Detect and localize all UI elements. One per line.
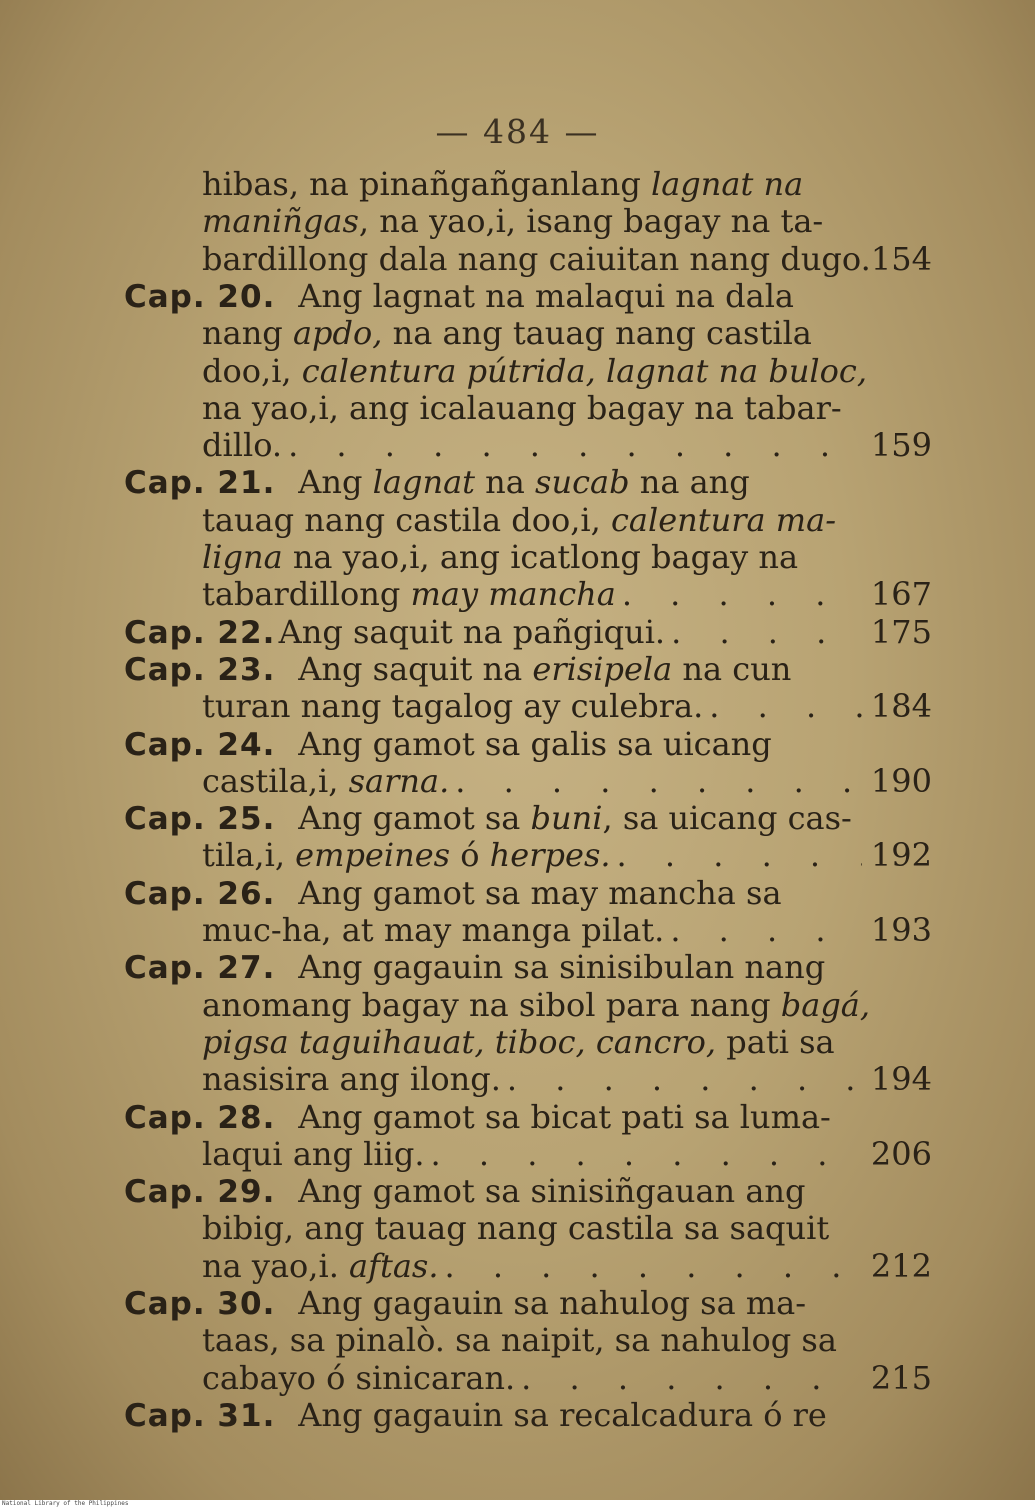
entry-text (202, 836, 611, 874)
chapter-label: Cap. 29. (124, 1174, 276, 1211)
toc-line (202, 985, 871, 1024)
entry-text (202, 1247, 438, 1285)
entry-text (202, 911, 664, 949)
italic-term: ligna (202, 538, 283, 576)
entry-text (202, 762, 449, 800)
toc-line (202, 1060, 862, 1098)
toc-line (202, 426, 862, 464)
entry-text-part: Ang gamot sa galis sa uicang (298, 724, 772, 763)
entry-text (298, 874, 862, 912)
toc-line (124, 1396, 862, 1434)
page-reference: 190 (870, 761, 932, 800)
entry-text-part: nasisira ang ilong. (202, 1060, 501, 1099)
italic-term: calentura ma- (611, 500, 837, 539)
entry-text-part: Ang lagnat na malaqui na dala (298, 276, 794, 315)
italic-term: pigsa taguihauat, tiboc, cancro, (202, 1022, 717, 1061)
toc-line (202, 687, 862, 725)
chapter-label: Cap. 21. (124, 465, 276, 502)
entry-text-part: Ang saquit na (298, 649, 533, 688)
entry-text-part: muc-ha, at may manga pilat. (202, 911, 665, 949)
toc-line (202, 501, 862, 539)
entry-text-part: , na yao,i, isang bagay na ta- (358, 202, 824, 241)
toc-line (124, 1172, 862, 1210)
entry-text-part: tabardillong (202, 575, 411, 614)
entry-text (298, 799, 862, 837)
toc-line (202, 165, 862, 203)
library-footer: National Library of the Philippines (0, 1500, 1035, 1508)
italic-term: sucab (535, 463, 630, 502)
italic-term: calentura pútrida, lagnat na buloc, (301, 351, 868, 390)
entry-text-part: Ang gamot sa (298, 799, 531, 838)
entry-text (202, 985, 871, 1024)
entry-text-part: na cun (672, 649, 792, 688)
entry-text-part: anomang bagay na sibol para nang (202, 985, 781, 1024)
italic-term: buni (530, 799, 603, 838)
italic-term: sarna. (348, 761, 450, 800)
toc-line (202, 762, 862, 800)
entry-text (298, 725, 862, 763)
entry-text (202, 165, 862, 203)
entry-text (298, 948, 862, 986)
entry-text-part: , sa uicang cas- (602, 799, 852, 838)
page-reference: 212 (870, 1246, 932, 1285)
entry-text-part: turan nang tagalog ay culebra. (202, 687, 704, 726)
toc-line (202, 1135, 862, 1173)
entry-text-part: pati sa (716, 1022, 835, 1061)
entry-text (202, 1060, 501, 1098)
entry-text-part: ó (450, 836, 490, 875)
toc-line (202, 1359, 862, 1397)
toc-line (202, 836, 862, 874)
entry-text-part: Ang gagauin sa sinisibulan nang (298, 948, 826, 987)
toc-line (202, 575, 862, 613)
italic-term: aftas. (349, 1246, 439, 1285)
leader-dots (703, 687, 862, 725)
entry-text-part: laqui ang liig. (202, 1134, 425, 1173)
entry-text (202, 351, 868, 390)
entry-text-part: bardillong dala nang caiuitan nang dugo. (202, 239, 871, 278)
italic-term: maniñgas (202, 202, 359, 241)
chapter-label: Cap. 30. (124, 1286, 276, 1322)
entry-text (298, 277, 862, 315)
chapter-label: Cap. 22. (124, 614, 276, 651)
italic-term: lagnat (372, 463, 475, 502)
entry-text (202, 240, 871, 278)
entry-text-part: na yao,i. (202, 1246, 350, 1285)
chapter-label: Cap. 26. (124, 875, 276, 912)
entry-text-part: Ang gamot sa bicat pati sa luma- (298, 1097, 831, 1136)
leader-dots (665, 613, 862, 651)
entry-text (202, 1023, 862, 1061)
toc-line (124, 799, 862, 837)
entry-text-part: na ang tauag nang castila (382, 314, 812, 353)
entry-text (202, 687, 703, 725)
entry-text-part: Ang gagauin sa nahulog sa ma- (298, 1284, 807, 1322)
leader-dots (611, 836, 862, 874)
page-reference: 184 (870, 687, 932, 726)
leader-dots (282, 426, 862, 464)
leader-dots (501, 1060, 862, 1098)
entry-text (298, 1284, 862, 1322)
entry-text-part: taas, sa pinalò. sa naipit, sa nahulog sa (202, 1321, 837, 1360)
toc-line (202, 239, 871, 278)
italic-term: empeines (295, 836, 451, 875)
entry-text (202, 389, 862, 427)
toc-line (124, 1284, 862, 1322)
entry-text-part: na (475, 463, 536, 502)
entry-text-part: na yao,i, ang icatlong bagay na (282, 538, 799, 576)
italic-term: may mancha (410, 575, 616, 614)
chapter-label: Cap. 24. (124, 726, 276, 763)
entry-text-part: bibig, ang tauag nang castila sa saquit (202, 1209, 830, 1248)
entry-text (279, 613, 665, 651)
toc-line (202, 1209, 862, 1247)
italic-term: herpes. (489, 836, 611, 875)
entry-text (202, 501, 862, 539)
toc-line (124, 650, 862, 688)
entry-text (202, 314, 862, 352)
italic-term: apdo, (292, 314, 383, 353)
page-reference: 175 (870, 612, 932, 651)
toc-line (202, 202, 862, 240)
entry-text (298, 463, 862, 501)
page-reference: 159 (870, 426, 932, 465)
page-number: — 484 — (435, 112, 600, 151)
entry-text-part: tauag nang castila doo,i, (202, 500, 611, 539)
entry-text-part: Ang (298, 463, 373, 502)
entry-text-part: Ang gamot sa may mancha sa (298, 873, 782, 912)
entry-text-part: Ang gagauin sa recalcadura ó re (298, 1395, 827, 1434)
italic-term: erisipela (532, 649, 673, 688)
entry-text (298, 650, 862, 688)
leader-dots (664, 911, 862, 949)
toc-line (124, 874, 862, 912)
page-reference: 206 (870, 1134, 932, 1173)
entry-text (298, 1396, 862, 1434)
entry-text-part: castila,i, (202, 761, 349, 800)
chapter-label: Cap. 28. (124, 1099, 276, 1136)
page-reference: 154 (870, 239, 932, 278)
toc-line (202, 389, 862, 427)
entry-text (202, 426, 282, 464)
entry-text-part: Ang saquit na pañgiqui. (278, 612, 666, 651)
toc-line (124, 277, 862, 315)
entry-text (298, 1098, 862, 1136)
entry-text (298, 1172, 862, 1210)
entry-text-part: nang (202, 314, 293, 353)
entry-text (202, 1135, 425, 1173)
entry-text-part: na ang (629, 463, 750, 502)
toc-line (202, 911, 862, 949)
page-reference: 193 (870, 911, 932, 949)
leader-dots (438, 1247, 862, 1285)
toc-line (202, 538, 862, 576)
toc-line (202, 351, 868, 390)
entry-text (202, 1359, 515, 1397)
entry-text-part: na yao,i, ang icalauang bagay na tabar- (202, 388, 842, 427)
chapter-label: Cap. 27. (124, 950, 276, 987)
toc-line (124, 613, 862, 651)
entry-text-part: dillo. (202, 426, 283, 465)
page-reference: 192 (870, 836, 932, 875)
italic-term: bagá, (780, 985, 871, 1024)
entry-text-part: Ang gamot sa sinisiñgauan ang (298, 1172, 806, 1211)
leader-dots (616, 575, 862, 613)
leader-dots (515, 1359, 862, 1397)
toc-line (124, 948, 862, 986)
entry-text (202, 202, 862, 240)
leader-dots (449, 762, 862, 800)
chapter-label: Cap. 20. (124, 278, 276, 315)
toc-line (202, 1247, 862, 1285)
italic-term: lagnat na (650, 165, 804, 203)
page-reference: 215 (870, 1358, 932, 1397)
entry-text (202, 1209, 862, 1247)
entry-text-part: cabayo ó sinicaran. (202, 1358, 516, 1397)
leader-dots (425, 1135, 862, 1173)
toc-line (124, 1098, 862, 1136)
chapter-label: Cap. 25. (124, 801, 276, 838)
page-reference: 194 (870, 1060, 932, 1099)
entry-text (202, 1321, 862, 1359)
toc-line (202, 314, 862, 352)
chapter-label: Cap. 23. (124, 651, 276, 688)
page-reference: 167 (870, 575, 932, 614)
entry-text (202, 575, 616, 613)
entry-text-part: tila,i, (202, 836, 296, 875)
entry-text-part: hibas, na pinañgañganlang (202, 165, 651, 203)
toc-line (202, 1321, 862, 1359)
toc-line (124, 725, 862, 763)
entry-text-part: doo,i, (202, 351, 302, 390)
toc-line (202, 1023, 862, 1061)
chapter-label: Cap. 31. (124, 1397, 276, 1434)
entry-text (202, 538, 862, 576)
toc-line (124, 463, 862, 501)
